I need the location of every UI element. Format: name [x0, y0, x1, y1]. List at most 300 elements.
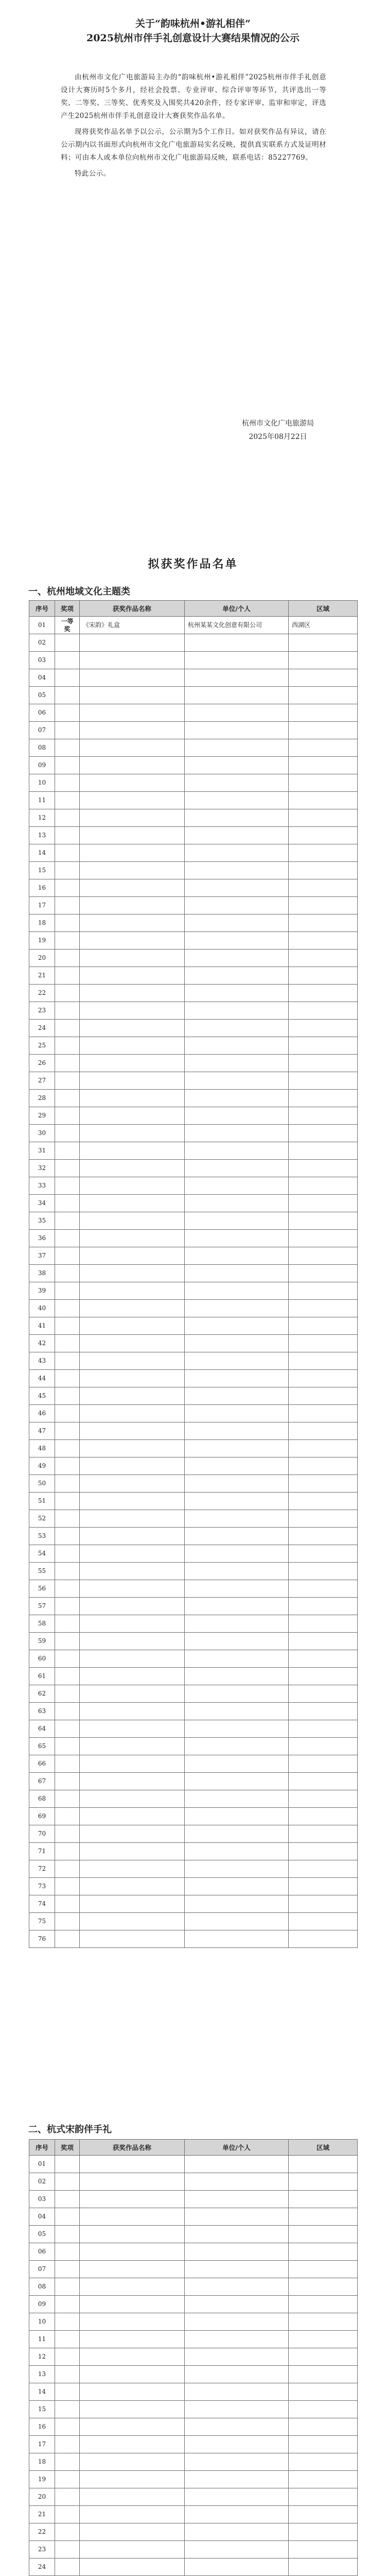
cell-seq: 35	[29, 1212, 55, 1230]
cell-district	[289, 2366, 358, 2383]
table-row	[29, 2471, 358, 2488]
cell-district	[289, 1317, 358, 1335]
cell-district	[289, 1020, 358, 1037]
cell-district	[289, 844, 358, 862]
cell-level	[55, 2453, 80, 2471]
cell-unit	[185, 1913, 289, 1930]
cell-name	[80, 1090, 185, 1107]
cell-name	[80, 2331, 185, 2348]
cell-district	[289, 652, 358, 669]
award-list-heading: 拟获奖作品名单	[148, 557, 238, 571]
cell-unit	[185, 1738, 289, 1755]
table-row	[29, 2418, 358, 2436]
cell-unit	[185, 722, 289, 739]
cell-name	[80, 2418, 185, 2436]
cell-unit	[185, 1370, 289, 1387]
cell-name	[80, 1440, 185, 1458]
table-row	[29, 862, 358, 879]
cell-unit	[185, 1825, 289, 1843]
cell-unit: 杭州某某文化创意有限公司	[185, 617, 289, 634]
cell-seq: 26	[29, 1055, 55, 1072]
cell-district	[289, 1142, 358, 1160]
cell-name	[80, 967, 185, 985]
cell-unit	[185, 1142, 289, 1160]
cell-district	[289, 1387, 358, 1405]
cell-name	[80, 1878, 185, 1895]
table-row	[29, 950, 358, 967]
cell-level: 一等奖	[55, 617, 80, 634]
cell-level	[55, 1458, 80, 1475]
cell-seq: 65	[29, 1738, 55, 1755]
cell-district	[289, 1493, 358, 1510]
cell-seq: 31	[29, 1142, 55, 1160]
cell-unit	[185, 1212, 289, 1230]
cell-name	[80, 1352, 185, 1370]
cell-name	[80, 1633, 185, 1650]
cell-level	[55, 669, 80, 687]
cell-seq: 39	[29, 1282, 55, 1300]
cell-level	[55, 950, 80, 967]
cell-district	[289, 2418, 358, 2436]
cell-district	[289, 739, 358, 757]
cell-name	[80, 1317, 185, 1335]
cell-name	[80, 1615, 185, 1633]
cell-level	[55, 1755, 80, 1773]
cell-seq: 53	[29, 1528, 55, 1545]
table-row	[29, 1930, 358, 1948]
table-row	[29, 757, 358, 774]
cell-level	[55, 1790, 80, 1808]
cell-name	[80, 809, 185, 827]
award-table	[29, 600, 358, 1948]
cell-level	[55, 739, 80, 757]
table-row	[29, 985, 358, 1002]
cell-district	[289, 1370, 358, 1387]
cell-unit	[185, 2261, 289, 2278]
cell-unit	[185, 774, 289, 792]
table-row	[29, 2191, 358, 2208]
table-row	[29, 792, 358, 809]
cell-seq: 15	[29, 2401, 55, 2418]
cell-seq: 22	[29, 985, 55, 1002]
cell-name	[80, 2383, 185, 2401]
cell-level	[55, 2506, 80, 2523]
cell-level	[55, 1860, 80, 1878]
table-row	[29, 687, 358, 704]
cell-name	[80, 1387, 185, 1405]
cell-district	[289, 897, 358, 914]
table-row	[29, 2226, 358, 2243]
table-row	[29, 879, 358, 897]
column-header-level: 奖项	[55, 2140, 80, 2156]
cell-level	[55, 809, 80, 827]
cell-level	[55, 1510, 80, 1528]
column-header-seq: 序号	[29, 2140, 55, 2156]
cell-unit	[185, 1685, 289, 1703]
cell-seq: 07	[29, 722, 55, 739]
cell-seq: 51	[29, 1493, 55, 1510]
cell-seq: 61	[29, 1668, 55, 1685]
cell-seq: 76	[29, 1930, 55, 1948]
cell-district	[289, 1282, 358, 1300]
cell-seq: 41	[29, 1317, 55, 1335]
cell-district	[289, 2453, 358, 2471]
table-row	[29, 1563, 358, 1580]
cell-unit	[185, 1125, 289, 1142]
cell-unit	[185, 2453, 289, 2471]
cell-unit	[185, 1545, 289, 1563]
cell-unit	[185, 1160, 289, 1177]
cell-seq: 60	[29, 1650, 55, 1668]
cell-name	[80, 1055, 185, 1072]
table-row	[29, 1843, 358, 1860]
cell-seq: 52	[29, 1510, 55, 1528]
cell-name	[80, 1230, 185, 1247]
cell-level	[55, 1440, 80, 1458]
table-row	[29, 1405, 358, 1422]
cell-name	[80, 2506, 185, 2523]
cell-seq: 18	[29, 914, 55, 932]
cell-level	[55, 1668, 80, 1685]
cell-level	[55, 827, 80, 844]
cell-name	[80, 2401, 185, 2418]
notice-title-line1: 关于“韵味杭州•游礼相伴”	[135, 18, 251, 29]
cell-name	[80, 1528, 185, 1545]
cell-district	[289, 1300, 358, 1317]
cell-level	[55, 1773, 80, 1790]
cell-level	[55, 2156, 80, 2173]
cell-level	[55, 1563, 80, 1580]
cell-level	[55, 2541, 80, 2558]
cell-unit	[185, 634, 289, 652]
cell-unit	[185, 862, 289, 879]
cell-name	[80, 1037, 185, 1055]
cell-level	[55, 1195, 80, 1212]
table-row	[29, 1720, 358, 1738]
cell-name	[80, 862, 185, 879]
cell-seq: 17	[29, 897, 55, 914]
cell-seq: 67	[29, 1773, 55, 1790]
cell-unit	[185, 1650, 289, 1668]
cell-district	[289, 2226, 358, 2243]
cell-seq: 38	[29, 1265, 55, 1282]
cell-unit	[185, 1090, 289, 1107]
cell-seq: 49	[29, 1458, 55, 1475]
cell-unit	[185, 2156, 289, 2173]
cell-level	[55, 1002, 80, 1020]
cell-name	[80, 2541, 185, 2558]
cell-level	[55, 687, 80, 704]
cell-level	[55, 1598, 80, 1615]
cell-name	[80, 1738, 185, 1755]
table-row	[29, 2541, 358, 2558]
table-row	[29, 1247, 358, 1265]
cell-unit	[185, 2243, 289, 2261]
cell-seq: 27	[29, 1072, 55, 1090]
table-row	[29, 1913, 358, 1930]
table-row	[29, 1265, 358, 1282]
cell-name	[80, 1405, 185, 1422]
cell-seq: 14	[29, 2383, 55, 2401]
cell-seq: 12	[29, 2348, 55, 2366]
cell-district	[289, 1090, 358, 1107]
cell-district	[289, 2523, 358, 2541]
column-header-unit: 单位/个人	[185, 601, 289, 617]
cell-unit	[185, 1843, 289, 1860]
table-row	[29, 1790, 358, 1808]
cell-district	[289, 827, 358, 844]
cell-unit	[185, 1335, 289, 1352]
signature-date: 2025年08月22日	[249, 433, 307, 441]
table-row	[29, 1475, 358, 1493]
cell-level	[55, 722, 80, 739]
cell-level	[55, 1808, 80, 1825]
table-row	[29, 1668, 358, 1685]
table-row	[29, 1370, 358, 1387]
cell-district	[289, 1650, 358, 1668]
cell-unit	[185, 669, 289, 687]
cell-district	[289, 950, 358, 967]
cell-unit	[185, 1493, 289, 1510]
table-row	[29, 2383, 358, 2401]
cell-unit	[185, 1282, 289, 1300]
cell-unit	[185, 1580, 289, 1598]
cell-unit	[185, 967, 289, 985]
table-row	[29, 914, 358, 932]
cell-level	[55, 1090, 80, 1107]
cell-name	[80, 1860, 185, 1878]
table-row	[29, 1773, 358, 1790]
table-row	[29, 2278, 358, 2296]
cell-district	[289, 1177, 358, 1195]
cell-unit	[185, 1668, 289, 1685]
cell-seq: 20	[29, 2488, 55, 2506]
cell-seq: 56	[29, 1580, 55, 1598]
cell-district	[289, 1230, 358, 1247]
cell-name	[80, 1790, 185, 1808]
table-row	[29, 1090, 358, 1107]
table-row	[29, 2331, 358, 2348]
cell-level	[55, 2296, 80, 2313]
cell-seq: 28	[29, 1090, 55, 1107]
cell-level	[55, 1493, 80, 1510]
cell-unit	[185, 1808, 289, 1825]
cell-seq: 12	[29, 809, 55, 827]
cell-seq: 16	[29, 879, 55, 897]
cell-seq: 50	[29, 1475, 55, 1493]
cell-unit	[185, 1615, 289, 1633]
cell-district	[289, 1212, 358, 1230]
cell-unit	[185, 792, 289, 809]
cell-district	[289, 1510, 358, 1528]
cell-seq: 23	[29, 2541, 55, 2558]
cell-level	[55, 1422, 80, 1440]
table-row	[29, 1387, 358, 1405]
table-row	[29, 827, 358, 844]
cell-level	[55, 1055, 80, 1072]
cell-district	[289, 2156, 358, 2173]
cell-name	[80, 1685, 185, 1703]
cell-district	[289, 1528, 358, 1545]
cell-level	[55, 985, 80, 1002]
cell-level	[55, 844, 80, 862]
cell-level	[55, 652, 80, 669]
cell-seq: 34	[29, 1195, 55, 1212]
cell-name	[80, 2366, 185, 2383]
cell-name	[80, 2558, 185, 2576]
table-row	[29, 1510, 358, 1528]
cell-seq: 02	[29, 634, 55, 652]
cell-unit	[185, 1405, 289, 1422]
cell-level	[55, 2208, 80, 2226]
cell-level	[55, 2488, 80, 2506]
cell-district	[289, 932, 358, 950]
cell-seq: 48	[29, 1440, 55, 1458]
table-row	[29, 2156, 358, 2173]
table-row	[29, 1212, 358, 1230]
table-row	[29, 967, 358, 985]
table-row	[29, 1072, 358, 1090]
cell-unit	[185, 2226, 289, 2243]
notice-title-line2: 2025杭州市伴手礼创意设计大赛结果情况的公示	[86, 32, 300, 44]
cell-district	[289, 2313, 358, 2331]
cell-unit	[185, 844, 289, 862]
cell-name	[80, 1020, 185, 1037]
table-row	[29, 1037, 358, 1055]
cell-district	[289, 1703, 358, 1720]
table-row	[29, 1230, 358, 1247]
cell-district	[289, 1615, 358, 1633]
cell-unit	[185, 2471, 289, 2488]
cell-name	[80, 1475, 185, 1493]
cell-level	[55, 1580, 80, 1598]
cell-name	[80, 1843, 185, 1860]
cell-name	[80, 1002, 185, 1020]
cell-name	[80, 1282, 185, 1300]
cell-name	[80, 774, 185, 792]
cell-level	[55, 1633, 80, 1650]
cell-unit	[185, 1598, 289, 1615]
cell-level	[55, 774, 80, 792]
cell-name: 《宋韵》礼盒	[80, 617, 185, 634]
cell-district	[289, 1773, 358, 1790]
cell-name	[80, 879, 185, 897]
cell-district	[289, 1930, 358, 1948]
cell-name	[80, 1335, 185, 1352]
cell-unit	[185, 1247, 289, 1265]
cell-level	[55, 932, 80, 950]
cell-unit	[185, 1055, 289, 1072]
cell-name	[80, 932, 185, 950]
cell-seq: 33	[29, 1177, 55, 1195]
cell-level	[55, 2331, 80, 2348]
cell-seq: 16	[29, 2418, 55, 2436]
cell-name	[80, 2488, 185, 2506]
cell-name	[80, 2156, 185, 2173]
table-row	[29, 1300, 358, 1317]
cell-unit	[185, 2208, 289, 2226]
cell-district	[289, 1668, 358, 1685]
cell-level	[55, 2348, 80, 2366]
cell-district	[289, 1895, 358, 1913]
cell-name	[80, 1808, 185, 1825]
table-row	[29, 1020, 358, 1037]
cell-name	[80, 914, 185, 932]
cell-district	[289, 2506, 358, 2523]
cell-seq: 66	[29, 1755, 55, 1773]
table-row	[29, 1458, 358, 1475]
cell-level	[55, 879, 80, 897]
cell-district	[289, 774, 358, 792]
cell-seq: 19	[29, 932, 55, 950]
cell-seq: 18	[29, 2453, 55, 2471]
cell-name	[80, 844, 185, 862]
cell-level	[55, 1212, 80, 1230]
cell-unit	[185, 914, 289, 932]
cell-unit	[185, 932, 289, 950]
cell-name	[80, 1125, 185, 1142]
cell-seq: 02	[29, 2173, 55, 2191]
cell-unit	[185, 2383, 289, 2401]
cell-level	[55, 1352, 80, 1370]
cell-level	[55, 897, 80, 914]
column-header-name: 获奖作品名称	[80, 2140, 185, 2156]
cell-unit	[185, 1002, 289, 1020]
cell-unit	[185, 1422, 289, 1440]
cell-name	[80, 2226, 185, 2243]
cell-district	[289, 634, 358, 652]
table-row	[29, 1755, 358, 1773]
cell-name	[80, 1773, 185, 1790]
cell-unit	[185, 2331, 289, 2348]
cell-name	[80, 722, 185, 739]
cell-level	[55, 1020, 80, 1037]
cell-level	[55, 1160, 80, 1177]
cell-district	[289, 1598, 358, 1615]
table-row	[29, 2488, 358, 2506]
cell-district	[289, 1247, 358, 1265]
cell-seq: 10	[29, 774, 55, 792]
cell-name	[80, 2523, 185, 2541]
cell-name	[80, 669, 185, 687]
notice-paragraph: 现将获奖作品名单予以公示，公示期为5个工作日。如对获奖作品有异议，请在公示期内以书面形式向杭州市文化广电旅游局实名反映，提供真实联系方式及证明材料；可由本人或本单位向杭州市文化广电旅游局反映，联系电话：85227769。	[61, 128, 326, 162]
cell-unit	[185, 1755, 289, 1773]
cell-seq: 24	[29, 2558, 55, 2576]
cell-level	[55, 1125, 80, 1142]
cell-level	[55, 2313, 80, 2331]
cell-level	[55, 1738, 80, 1755]
cell-district	[289, 669, 358, 687]
cell-district	[289, 862, 358, 879]
cell-district	[289, 1633, 358, 1650]
cell-seq: 46	[29, 1405, 55, 1422]
cell-district	[289, 1913, 358, 1930]
table-row	[29, 1650, 358, 1668]
cell-district	[289, 1107, 358, 1125]
table-row	[29, 2401, 358, 2418]
cell-district	[289, 1580, 358, 1598]
cell-level	[55, 2558, 80, 2576]
cell-seq: 05	[29, 2226, 55, 2243]
cell-level	[55, 1475, 80, 1493]
cell-name	[80, 2313, 185, 2331]
cell-seq: 58	[29, 1615, 55, 1633]
table-row	[29, 1545, 358, 1563]
cell-name	[80, 687, 185, 704]
cell-seq: 36	[29, 1230, 55, 1247]
cell-district	[289, 1720, 358, 1738]
notice-body	[0, 71, 386, 180]
